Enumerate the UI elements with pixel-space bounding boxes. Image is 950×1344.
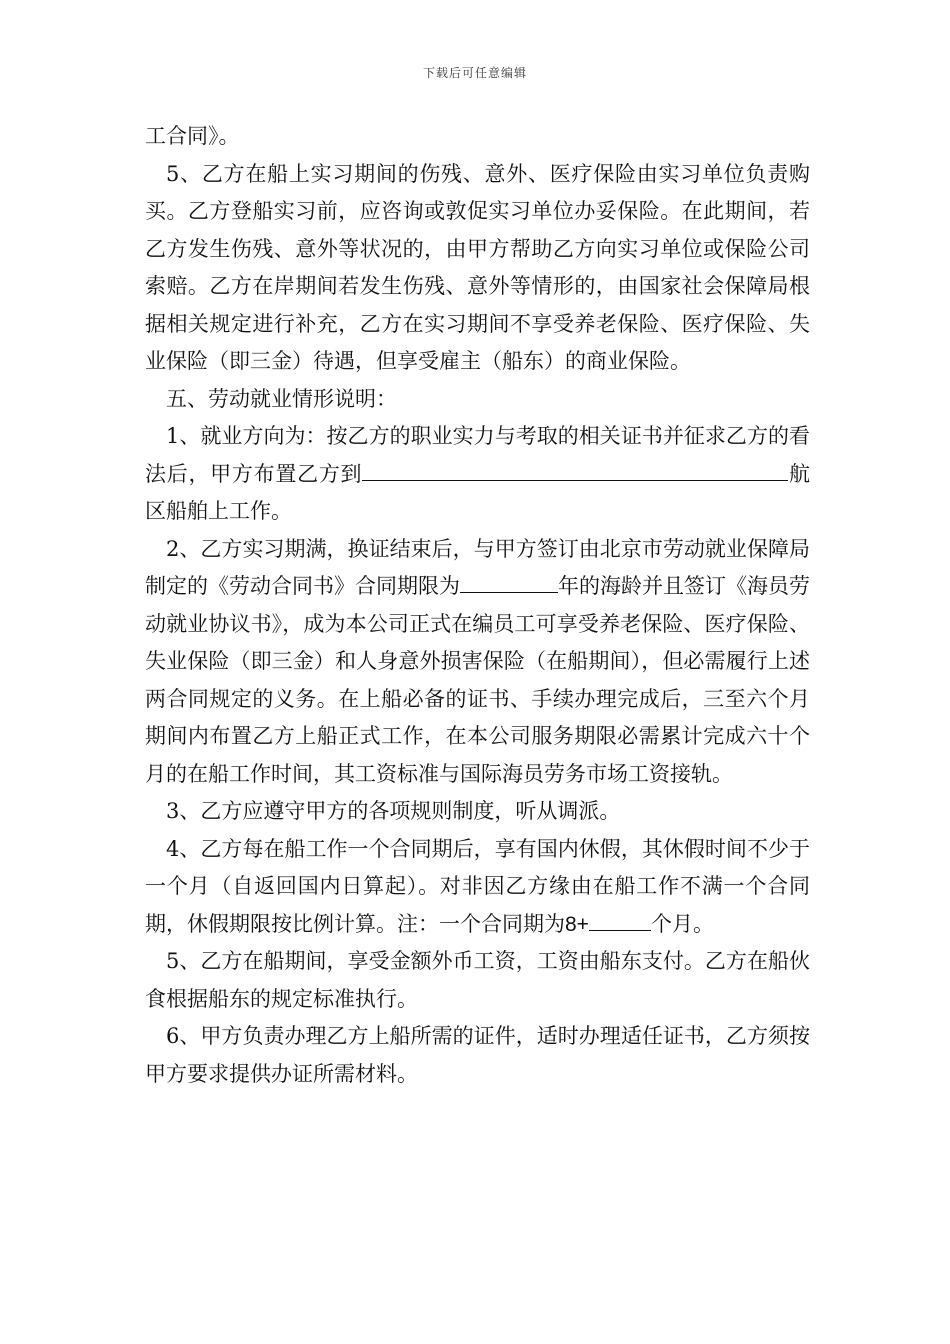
document-body	[145, 118, 810, 1093]
paragraph-contract-end: 工合同》。	[145, 124, 240, 148]
page-header: 下载后可任意编辑	[422, 66, 527, 80]
paragraph-employment-direction	[145, 418, 810, 531]
employment-direction-text: 1、就业方向为：按乙方的职业实力与考取的相关证书并征求乙方的看法后，甲方布置乙方到	[145, 424, 810, 486]
employment-direction-tail: 航区船舶上工作。	[145, 461, 811, 523]
labor-contract-tail: 年的海龄并且签订《海员劳动就业协议书》，成为本公司正式在编员工可享受养老保险、医疗保险、失业保险（即三金）和人身意外损害保险（在船期间），但必需履行上述两合同规定的义务。在上船必备的证书、手续办理完成后，三至六个月期间内布置乙方上船正式工作，在本公司服务期限必需累计完成六十个月的在船工作时间，其工资标准与国际海员劳务市场工资接轨。	[145, 574, 810, 786]
contract-period-number: 8+	[565, 912, 589, 936]
paragraph-insurance: 5、乙方在船上实习期间的伤残、意外、医疗保险由实习单位负责购买。乙方登船实习前，应咨询或敦促实习单位办妥保险。在此期间，若乙方发生伤残、意外等状况的，由甲方帮助乙方向实习单位或保险公司索赔。乙方在岸期间若发生伤残、意外等情形的，由国家社会保障局根据相关规定进行补充，乙方在实习期间不享受养老保险、医疗保险、失业保险（即三金）待遇，但享受雇主（船东）的商业保险。	[145, 161, 810, 373]
blank-line-months	[589, 908, 651, 931]
vacation-text: 4、乙方每在船工作一个合同期后，享有国内休假，其休假时间不少于一个月（自返回国内日算起）。对非因乙方缘由在船工作不满一个合同期，休假期限按比例计算。注：一个合同期为	[145, 836, 810, 936]
paragraph-wages: 5、乙方在船期间，享受金额外币工资，工资由船东支付。乙方在船伙食根据船东的规定标准执行。	[145, 949, 810, 1011]
blank-line-region-continued	[750, 458, 788, 481]
blank-line-region	[362, 458, 750, 481]
vacation-tail: 个月。	[650, 911, 714, 936]
paragraph-labor-contract	[145, 531, 810, 794]
labor-contract-text: 2、乙方实习期满，换证结束后，与甲方签订由北京市劳动就业保障局制定的《劳动合同书》合同期限为	[145, 536, 810, 598]
blank-line-years	[460, 570, 558, 593]
section-heading-employment: 五、劳动就业情形说明：	[166, 386, 397, 411]
paragraph-rules: 3、乙方应遵守甲方的各项规则制度，听从调派。	[166, 799, 621, 823]
paragraph-vacation	[145, 831, 810, 944]
paragraph-certificates: 6、甲方负责办理乙方上船所需的证件，适时办理适任证书，乙方须按甲方要求提供办证所需材料。	[145, 1024, 810, 1086]
